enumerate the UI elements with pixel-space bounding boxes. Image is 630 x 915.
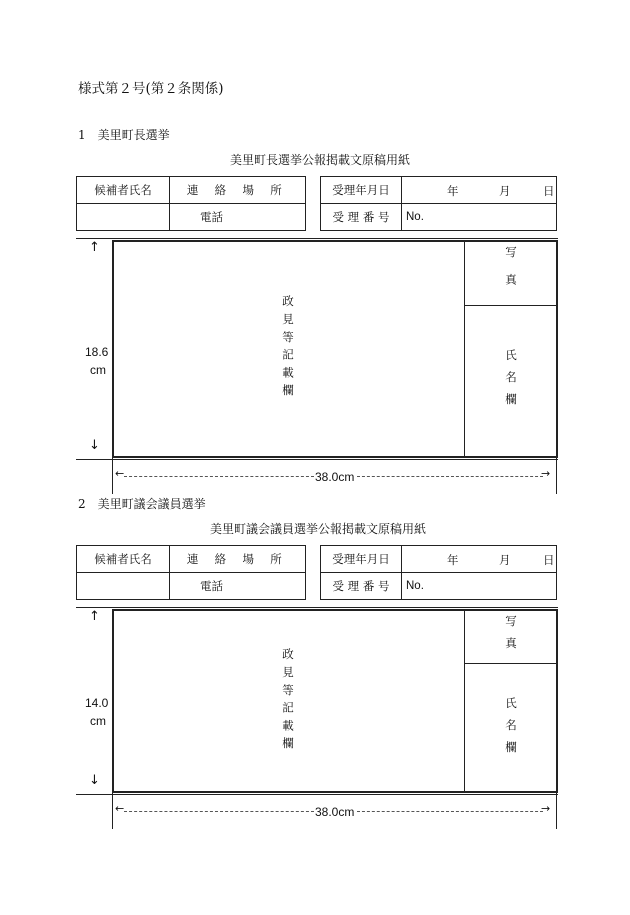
photo-column-divider: [464, 609, 465, 793]
height-value: 14.0: [85, 696, 109, 710]
section-2-heading: 2 美里町議会議員選挙: [78, 497, 206, 511]
day-label: 日: [543, 184, 555, 198]
height-arrow-down-icon: ↓: [89, 773, 100, 788]
phone-label: 電話: [170, 204, 306, 231]
height-arrow-down-icon: ↓: [89, 438, 100, 453]
photo-label: 写真: [504, 246, 518, 302]
section-2-writing-area[interactable]: [112, 609, 558, 793]
received-date-field[interactable]: [402, 177, 557, 204]
section-1-sheet-title: 美里町長選挙公報掲載文原稿用紙: [230, 153, 411, 167]
year-label: 年: [447, 553, 459, 567]
height-value: 18.6: [85, 345, 109, 359]
photo-label: 写真: [504, 615, 518, 659]
phone-label: 電話: [170, 573, 306, 600]
received-no-label: 受 理 番 号: [321, 573, 402, 600]
received-no-field[interactable]: [402, 204, 557, 231]
width-value: 38.0cm: [315, 470, 355, 484]
width-dash-right: [357, 476, 543, 477]
candidate-name-field[interactable]: [77, 573, 170, 600]
contact-label: 連 絡 場 所: [170, 177, 306, 204]
day-label: 日: [543, 553, 555, 567]
width-tick-left: [112, 458, 113, 494]
width-arrow-left-icon: ←: [115, 467, 125, 480]
no-prefix: No.: [406, 211, 424, 223]
section-2-receipt-table: [320, 545, 557, 600]
section-1-receipt-table: [320, 176, 557, 231]
received-date-label: 受理年月日: [321, 177, 402, 204]
section-2-candidate-table: [76, 545, 306, 600]
name-column-label: 氏名欄: [504, 349, 518, 415]
no-prefix: No.: [406, 580, 424, 592]
month-label: 月: [499, 553, 511, 567]
section-1-candidate-table: [76, 176, 306, 231]
month-label: 月: [499, 184, 511, 198]
section-2-sheet-title: 美里町議会議員選挙公報掲載文原稿用紙: [210, 522, 427, 536]
width-dash-left: [124, 811, 314, 812]
width-dash-left: [124, 476, 314, 477]
section-1-writing-area[interactable]: [112, 240, 558, 458]
width-arrow-right-icon: →: [541, 802, 551, 815]
width-value: 38.0cm: [315, 805, 355, 819]
width-arrow-right-icon: →: [541, 467, 551, 480]
candidate-name-label: 候補者氏名: [77, 546, 170, 573]
main-area-label: 政見等記載欄: [281, 648, 295, 755]
received-date-field[interactable]: [402, 546, 557, 573]
main-area-label: 政見等記載欄: [281, 295, 295, 402]
width-arrow-left-icon: ←: [115, 802, 125, 815]
width-tick-left: [112, 793, 113, 829]
photo-name-divider: [464, 305, 557, 306]
section-1-heading: 1 美里町長選挙: [78, 128, 170, 142]
received-date-label: 受理年月日: [321, 546, 402, 573]
received-no-field[interactable]: [402, 573, 557, 600]
height-arrow-up-icon: ↑: [89, 609, 100, 624]
candidate-name-field[interactable]: [77, 204, 170, 231]
contact-label: 連 絡 場 所: [170, 546, 306, 573]
year-label: 年: [447, 184, 459, 198]
photo-column-divider: [464, 240, 465, 458]
width-tick-right: [556, 793, 557, 829]
photo-name-divider: [464, 663, 557, 664]
form-title: 様式第２号(第２条関係): [78, 81, 224, 97]
candidate-name-label: 候補者氏名: [77, 177, 170, 204]
width-tick-right: [556, 458, 557, 494]
height-unit: cm: [90, 363, 106, 377]
received-no-label: 受 理 番 号: [321, 204, 402, 231]
width-dash-right: [357, 811, 543, 812]
name-column-label: 氏名欄: [504, 697, 518, 763]
height-arrow-up-icon: ↑: [89, 240, 100, 255]
height-unit: cm: [90, 714, 106, 728]
